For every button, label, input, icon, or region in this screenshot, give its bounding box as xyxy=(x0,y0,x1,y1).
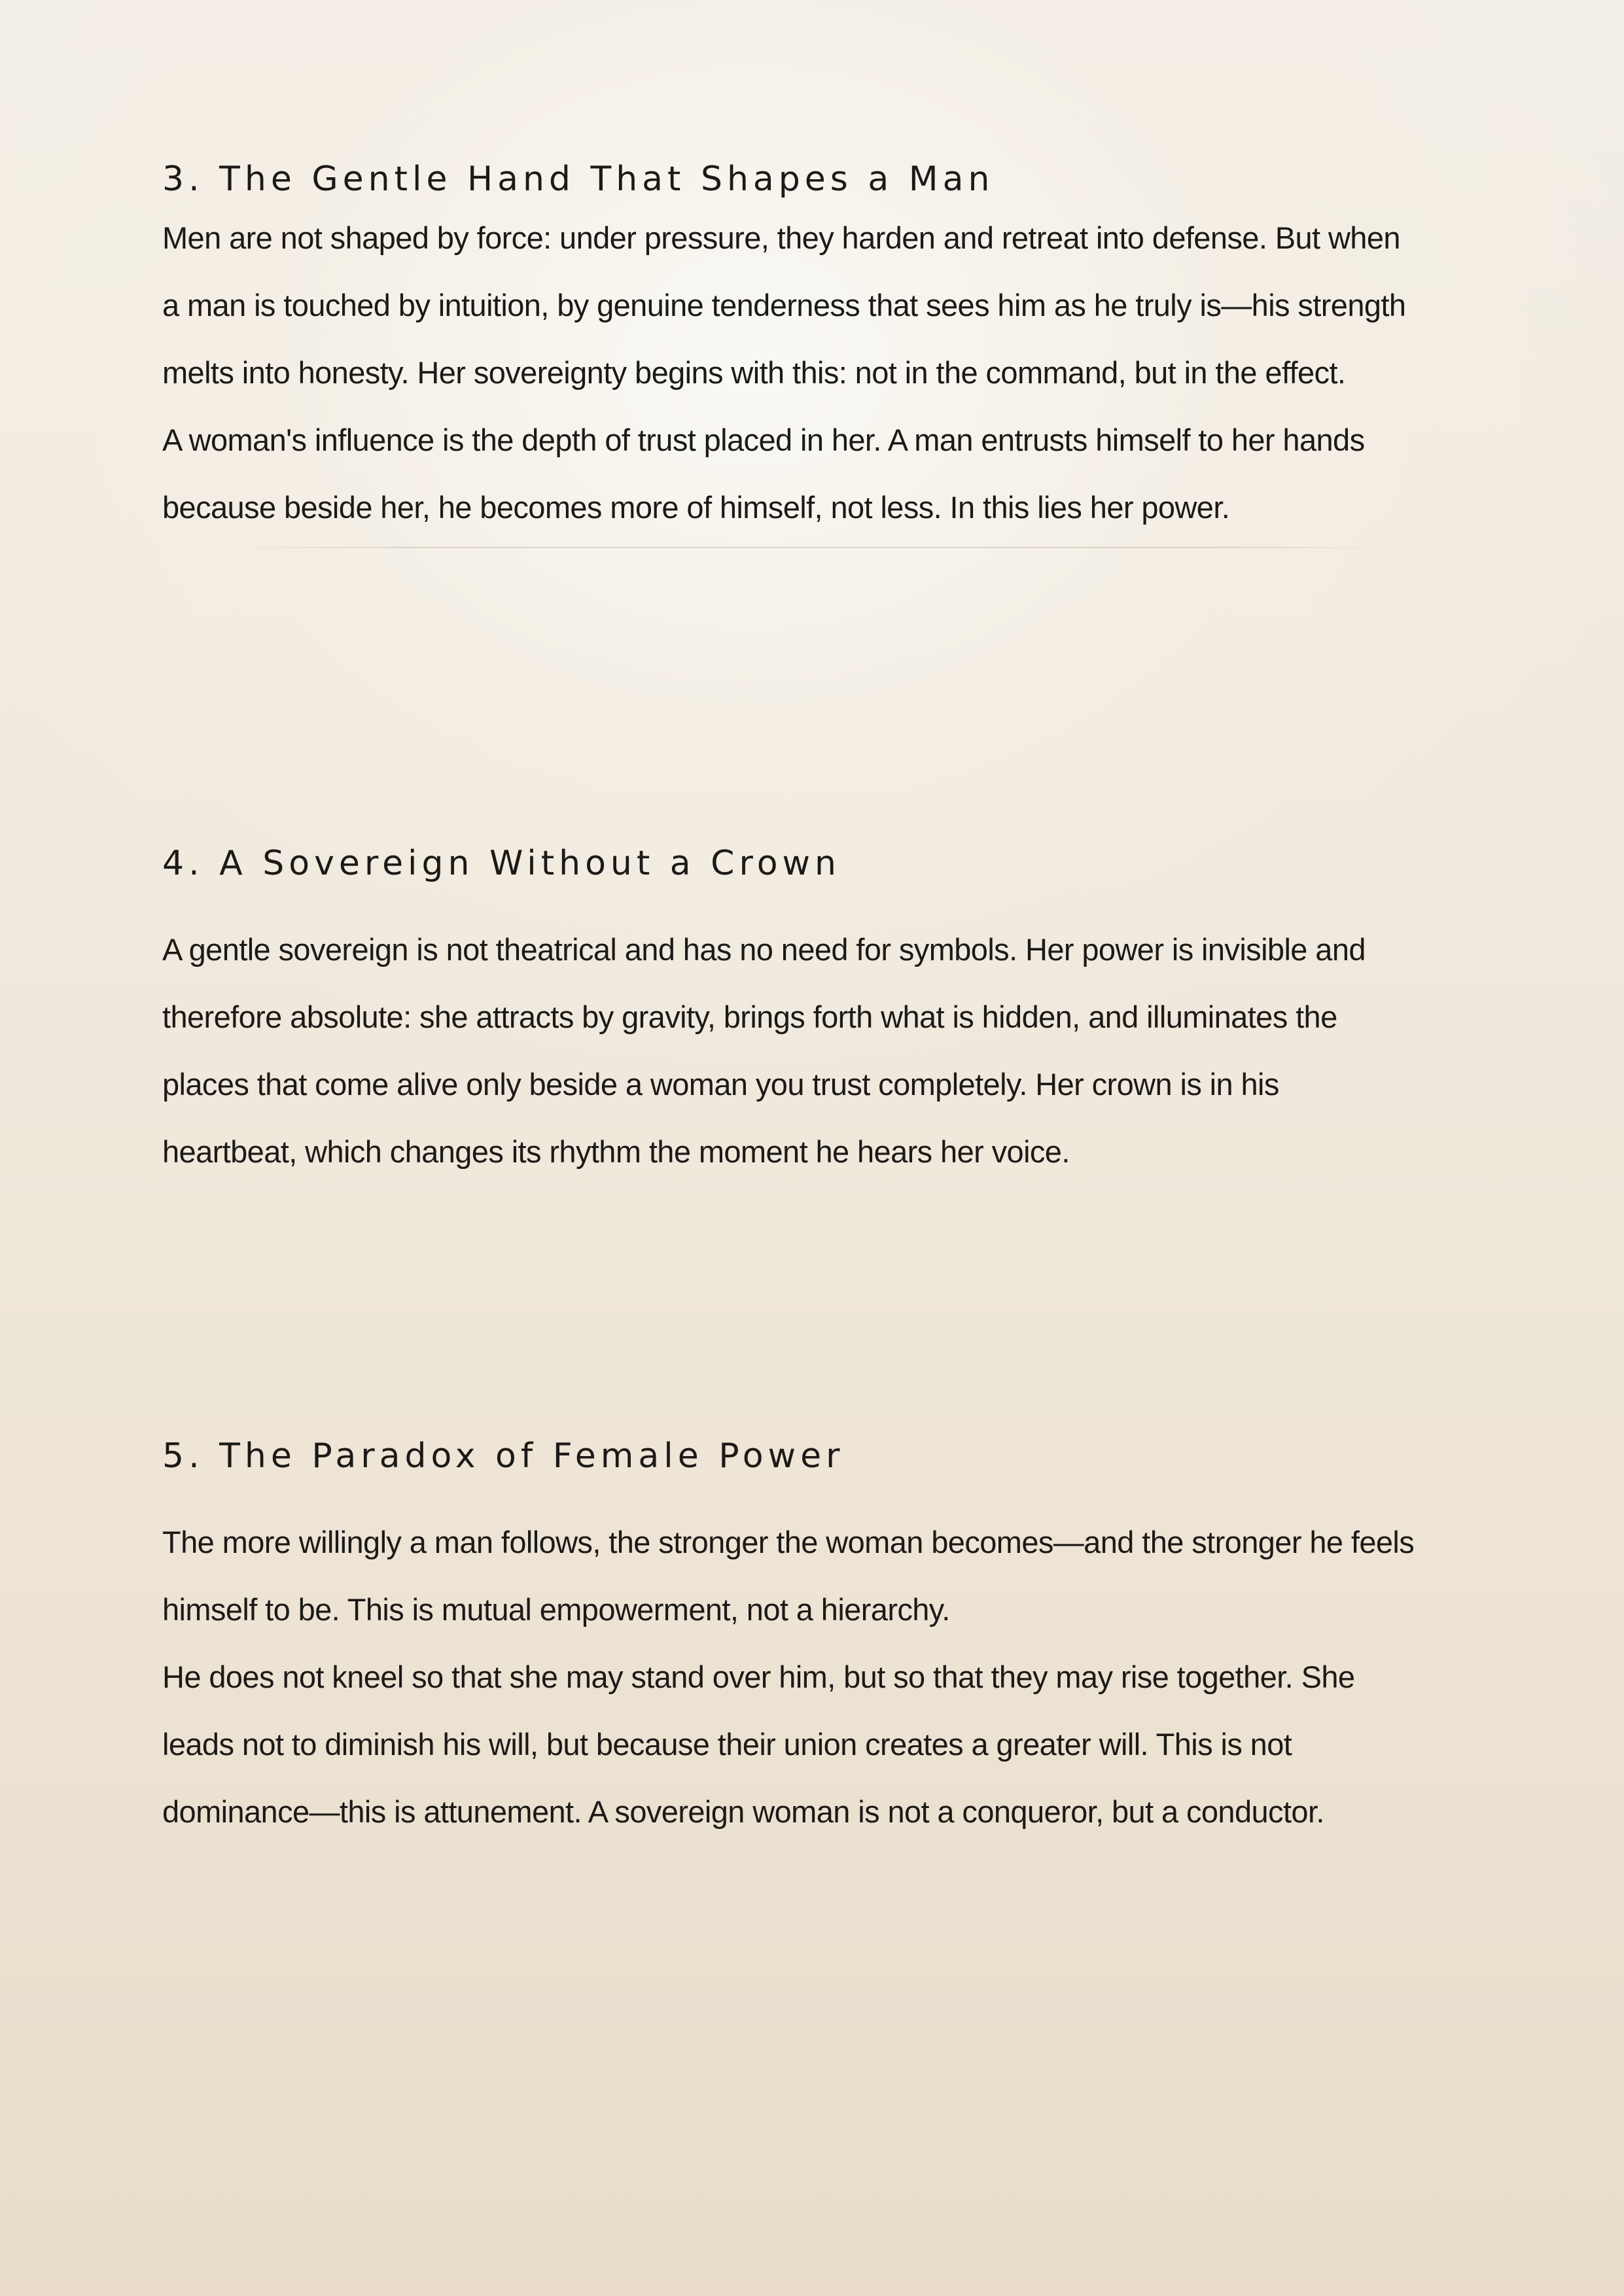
paragraph-line: Men are not shaped by force: under pressure, they harden and retreat into defense. But when xyxy=(162,220,1400,255)
paragraph-line: because beside her, he becomes more of himself, not less. In this lies her power. xyxy=(162,490,1230,525)
section-paragraph xyxy=(162,916,1471,1185)
paragraph-line: himself to be. This is mutual empowerment, not a hierarchy. xyxy=(162,1592,950,1627)
paragraph-line: The more willingly a man follows, the stronger the woman becomes—and the stronger he feels xyxy=(162,1525,1415,1559)
paragraph-line: A woman's influence is the depth of trust placed in her. A man entrusts himself to her hands xyxy=(162,423,1365,457)
document-page xyxy=(162,0,1471,2296)
paragraph-line: melts into honesty. Her sovereignty begins with this: not in the command, but in the effect. xyxy=(162,355,1346,390)
paragraph-line: dominance—this is attunement. A sovereign woman is not a conqueror, but a conductor. xyxy=(162,1794,1324,1829)
section-paragraph xyxy=(162,1508,1471,1845)
paragraph-line: He does not kneel so that she may stand over him, but so that they may rise together. She xyxy=(162,1660,1355,1694)
paragraph-line: therefore absolute: she attracts by gravity, brings forth what is hidden, and illuminates the xyxy=(162,1000,1337,1034)
section-sovereign-without-crown xyxy=(162,844,1471,1185)
section-paradox-female-power xyxy=(162,1436,1471,1845)
section-heading: 4. A Sovereign Without a Crown xyxy=(162,844,841,883)
paragraph-line: a man is touched by intuition, by genuine tenderness that sees him as he truly is—his strength xyxy=(162,288,1406,322)
section-heading: 3. The Gentle Hand That Shapes a Man xyxy=(162,160,995,199)
paragraph-line: heartbeat, which changes its rhythm the moment he hears her voice. xyxy=(162,1134,1070,1169)
section-paragraph xyxy=(162,204,1471,541)
paragraph-line: leads not to diminish his will, but because their union creates a greater will. This is not xyxy=(162,1727,1292,1762)
section-heading: 5. The Paradox of Female Power xyxy=(162,1436,845,1476)
section-divider xyxy=(231,547,1392,548)
paragraph-line: A gentle sovereign is not theatrical and has no need for symbols. Her power is invisible and xyxy=(162,932,1366,967)
section-gentle-hand xyxy=(162,160,1471,541)
paragraph-line: places that come alive only beside a woman you trust completely. Her crown is in his xyxy=(162,1067,1279,1102)
